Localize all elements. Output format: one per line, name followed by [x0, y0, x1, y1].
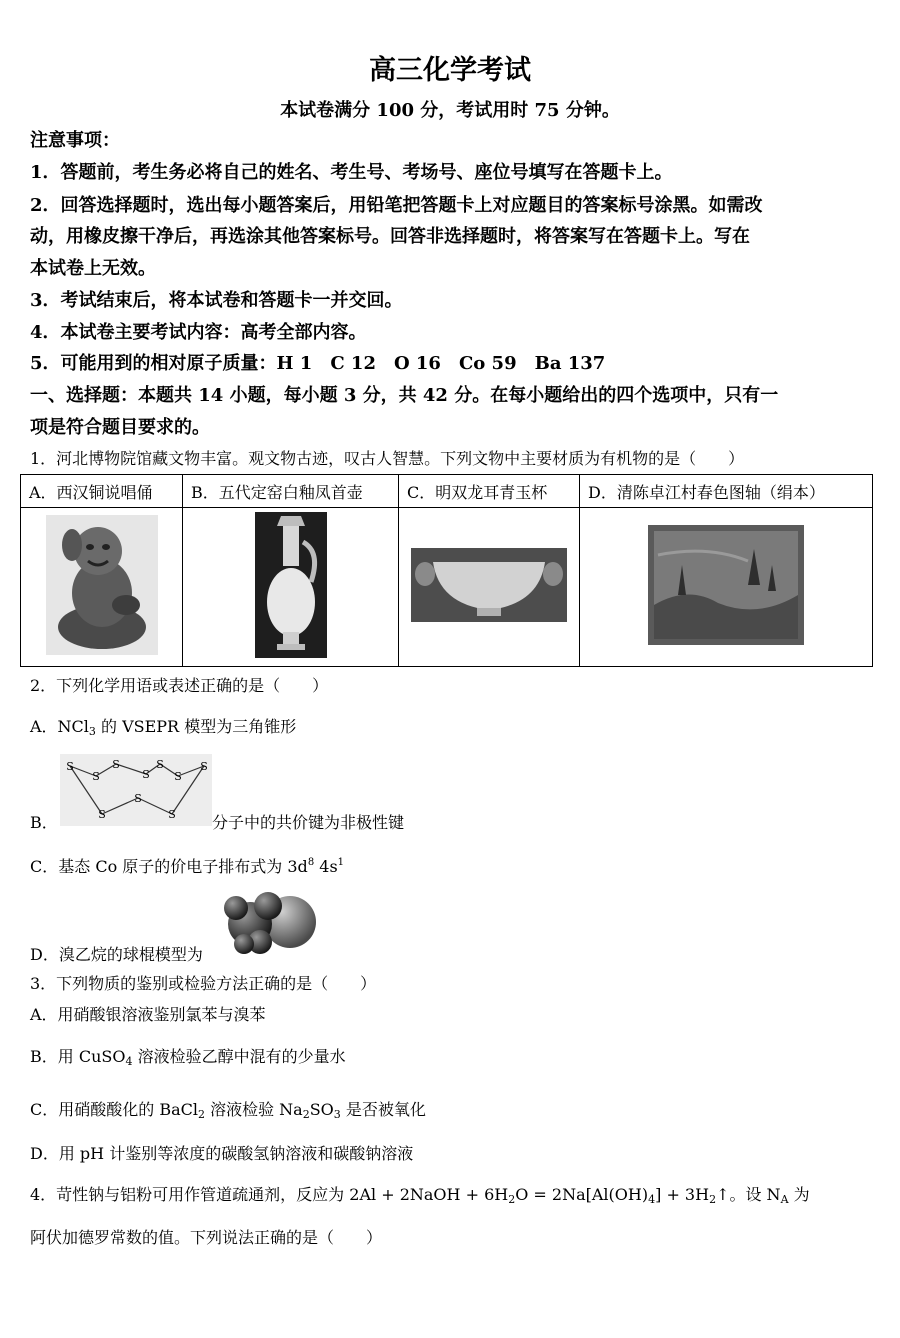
s-atom-label: S	[168, 808, 176, 821]
white-glazed-ewer-image	[183, 508, 399, 667]
q4-stem-line1: 4．苛性钠与铝粉可用作管道疏通剂，反应为 2Al + 2NaOH + $6H_2O = 2Na[Al(OH)_4]$ + $3H_2↑$。设 $N_A$ 为	[30, 1185, 810, 1206]
section-heading: 一、选择题：本题共 14 小题，每小题 3 分，共 42 分。在每小题给出的四个选项中，只有一	[30, 385, 779, 406]
s-atom-label: S	[92, 770, 100, 783]
q1-options-table	[20, 474, 873, 667]
q1-option-c: C．明双龙耳青玉杯	[399, 475, 580, 508]
q3-option-d: D．用 pH 计鉴别等浓度的碳酸氢钠溶液和碳酸钠溶液	[30, 1144, 414, 1163]
notice-item: 3．考试结束后，将本试卷和答题卡一并交回。	[30, 290, 403, 311]
q2-option-a: A．NCl$_3$ 的 VSEPR 模型为三角锥形	[30, 717, 297, 738]
q2-option-b-label: B．	[30, 813, 58, 832]
s-atom-label: S	[156, 758, 164, 771]
q1-option-d: D．清陈卓江村春色图轴（绢本）	[580, 475, 873, 508]
notice-item: 2．回答选择题时，选出每小题答案后，用铅笔把答题卡上对应题目的答案标号涂黑。如需改	[30, 195, 763, 216]
q3-option-a: A．用硝酸银溶液鉴别氯苯与溴苯	[30, 1005, 266, 1024]
q2-option-b-text: 分子中的共价键为非极性键	[212, 813, 405, 832]
reaction-equation: 2Al + 2NaOH + $6H_2O = 2Na[Al(OH)_4]$ + $3H_2↑$	[349, 1185, 730, 1206]
q1-stem: 1．河北博物院馆藏文物丰富。观文物古迹，叹古人智慧。下列文物中主要材质为有机物的是（ ）	[30, 449, 745, 468]
bronze-figure-image	[21, 508, 183, 667]
s-atom-label: S	[174, 770, 182, 783]
q3-stem: 3．下列物质的鉴别或检验方法正确的是（ ）	[30, 974, 377, 993]
s8-ring-structure-image	[60, 754, 212, 830]
notice-item: 动，用橡皮擦干净后，再选涂其他答案标号。回答非选择题时，将答案写在答题卡上。写在	[30, 226, 750, 247]
notice-item: 1．答题前，考生务必将自己的姓名、考生号、考场号、座位号填写在答题卡上。	[30, 162, 673, 183]
q2-stem: 2．下列化学用语或表述正确的是（ ）	[30, 676, 329, 695]
notice-heading: 注意事项：	[30, 130, 120, 151]
section-heading-cont: 项是符合题目要求的。	[30, 417, 210, 438]
notice-item: 本试卷上无效。	[30, 258, 156, 279]
q2-option-d: D．溴乙烷的球棍模型为	[30, 945, 203, 964]
landscape-scroll-image	[580, 508, 873, 667]
exam-subtitle: 本试卷满分 100 分，考试用时 75 分钟。	[280, 100, 620, 121]
s-atom-label: S	[112, 758, 120, 771]
page-title: 高三化学考试	[369, 55, 531, 86]
s-atom-label: S	[134, 792, 142, 805]
s-atom-label: S	[200, 760, 208, 773]
s-atom-label: S	[98, 808, 106, 821]
notice-item: 5．可能用到的相对原子质量：H 1 C 12 O 16 Co 59 Ba 137	[30, 353, 606, 374]
q2-option-c: C．基态 Co 原子的价电子排布式为 $3d^8$ $4s^1$	[30, 857, 345, 876]
notice-item: 4．本试卷主要考试内容：高考全部内容。	[30, 322, 367, 343]
s-atom-label: S	[66, 760, 74, 773]
q1-option-b: B．五代定窑白釉凤首壶	[183, 475, 399, 508]
q3-option-b: B．用 CuSO$_4$ 溶液检验乙醇中混有的少量水	[30, 1047, 346, 1068]
q3-option-c: C．用硝酸酸化的 BaCl$_2$ 溶液检验 $Na_2SO_3$ 是否被氧化	[30, 1100, 426, 1121]
s-atom-label: S	[142, 768, 150, 781]
q1-option-a: A．西汉铜说唱俑	[21, 475, 183, 508]
q4-stem-line2: 阿伏加德罗常数的值。下列说法正确的是（ ）	[30, 1228, 383, 1247]
jade-cup-image	[399, 508, 580, 667]
